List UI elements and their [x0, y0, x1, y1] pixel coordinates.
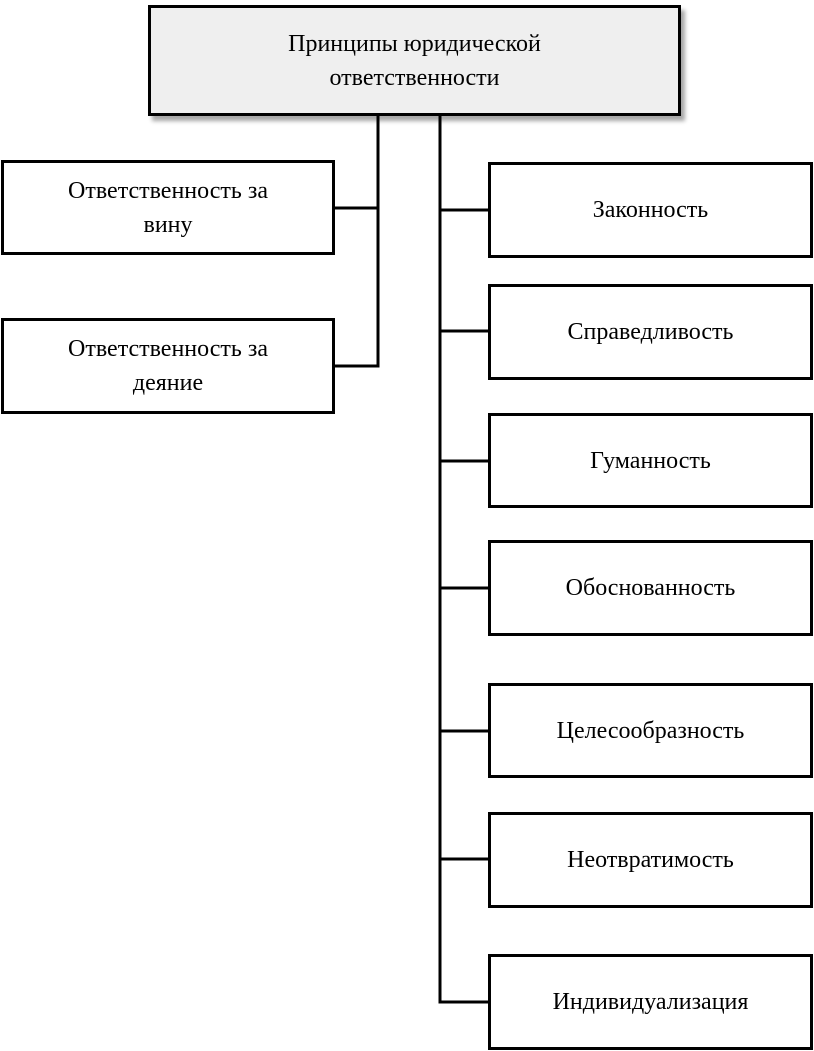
- left-node-2-label-line-2: деяние: [132, 370, 204, 396]
- right-node-5: [488, 683, 813, 778]
- right-node-7-label: Индивидуализация: [552, 989, 749, 1015]
- right-node-4-label: Обоснованность: [565, 575, 736, 601]
- root-node-label-line-2: ответственности: [329, 64, 500, 91]
- right-node-4: [488, 540, 813, 636]
- root-node-label-line-1: Принципы юридической: [288, 30, 541, 57]
- right-node-7: [488, 954, 813, 1050]
- left-node-2-label-line-1: Ответственность за: [68, 336, 268, 362]
- right-node-6: [488, 812, 813, 908]
- right-node-2: [488, 284, 813, 380]
- root-node: [148, 5, 681, 116]
- right-node-1: [488, 162, 813, 258]
- left-node-1-label-line-2: вину: [143, 211, 193, 238]
- right-node-6-label: Неотвратимость: [567, 847, 734, 873]
- right-node-3: [488, 413, 813, 508]
- right-node-3-label: Гуманность: [590, 447, 711, 474]
- right-node-2-label: Справедливость: [567, 319, 734, 345]
- right-node-5-label: Целесообразность: [556, 717, 745, 744]
- left-node-1-label-line-1: Ответственность за: [68, 177, 268, 204]
- left-node-1: [1, 160, 335, 255]
- left-node-2: [1, 318, 335, 414]
- right-node-1-label: Законность: [592, 197, 709, 223]
